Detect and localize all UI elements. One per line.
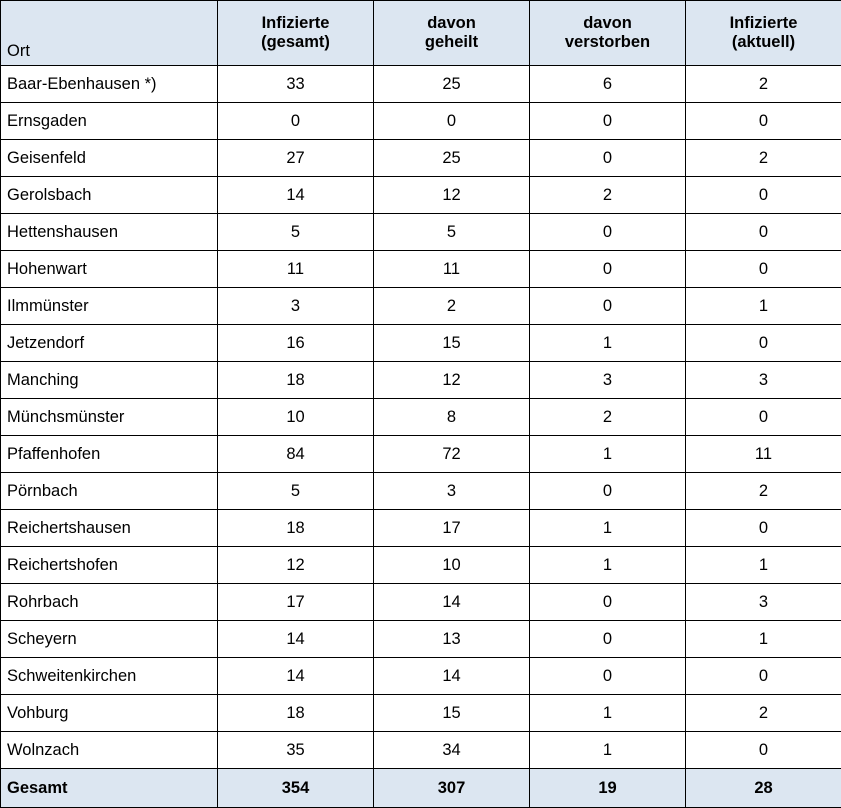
cell-geheilt: 14 (374, 658, 530, 695)
cell-verstorben: 2 (530, 177, 686, 214)
cell-gesamt: 14 (218, 658, 374, 695)
cell-verstorben: 0 (530, 584, 686, 621)
cell-aktuell: 0 (686, 251, 841, 288)
cell-verstorben: 1 (530, 436, 686, 473)
cell-aktuell: 1 (686, 288, 841, 325)
cell-geheilt: 25 (374, 66, 530, 103)
cell-geheilt: 3 (374, 473, 530, 510)
cell-ort: Baar-Ebenhausen *) (1, 66, 218, 103)
cell-ort: Ernsgaden (1, 103, 218, 140)
cell-geheilt: 14 (374, 584, 530, 621)
cell-aktuell: 0 (686, 177, 841, 214)
cell-geheilt: 34 (374, 732, 530, 769)
cell-geheilt: 15 (374, 695, 530, 732)
cell-aktuell: 0 (686, 399, 841, 436)
cell-verstorben: 2 (530, 399, 686, 436)
column-header-infizierte-gesamt-line-2: (gesamt) (218, 33, 373, 52)
cell-geheilt: 17 (374, 510, 530, 547)
cell-gesamt: 35 (218, 732, 374, 769)
cell-aktuell: 2 (686, 473, 841, 510)
cell-geheilt: 15 (374, 325, 530, 362)
cell-geheilt: 5 (374, 214, 530, 251)
cell-ort: Wolnzach (1, 732, 218, 769)
cell-aktuell: 0 (686, 214, 841, 251)
cell-verstorben: 0 (530, 140, 686, 177)
cell-geheilt: 8 (374, 399, 530, 436)
cell-gesamt: 3 (218, 288, 374, 325)
column-header-davon-geheilt-line-2: geheilt (374, 33, 529, 52)
cell-verstorben: 3 (530, 362, 686, 399)
table-header (1, 1, 841, 66)
cell-ort: Reichertshausen (1, 510, 218, 547)
cell-aktuell: 11 (686, 436, 841, 473)
column-header-ort (1, 1, 218, 66)
cell-verstorben: 0 (530, 103, 686, 140)
cell-total-gesamt: 354 (218, 769, 374, 808)
cell-ort: Hettenshausen (1, 214, 218, 251)
cell-aktuell: 3 (686, 584, 841, 621)
cell-ort: Scheyern (1, 621, 218, 658)
cell-aktuell: 0 (686, 510, 841, 547)
table-row (1, 436, 841, 473)
cell-gesamt: 18 (218, 695, 374, 732)
cell-ort: Manching (1, 362, 218, 399)
cell-verstorben: 1 (530, 325, 686, 362)
cell-aktuell: 0 (686, 658, 841, 695)
cell-verstorben: 0 (530, 658, 686, 695)
column-header-infizierte-aktuell-line-1: Infizierte (686, 14, 841, 33)
cell-ort: Jetzendorf (1, 325, 218, 362)
cell-total-geheilt: 307 (374, 769, 530, 808)
cell-aktuell: 2 (686, 140, 841, 177)
cell-geheilt: 12 (374, 177, 530, 214)
table-row (1, 658, 841, 695)
column-header-davon-geheilt-line-1: davon (374, 14, 529, 33)
column-header-ort-line-1: Ort (7, 42, 217, 61)
cell-ort: Reichertshofen (1, 547, 218, 584)
cell-gesamt: 5 (218, 214, 374, 251)
cell-ort: Münchsmünster (1, 399, 218, 436)
table-header-row (1, 1, 841, 66)
cell-geheilt: 12 (374, 362, 530, 399)
cell-gesamt: 17 (218, 584, 374, 621)
cell-aktuell: 2 (686, 66, 841, 103)
cell-verstorben: 0 (530, 473, 686, 510)
cell-gesamt: 18 (218, 362, 374, 399)
table-row (1, 140, 841, 177)
cell-gesamt: 84 (218, 436, 374, 473)
table-row (1, 473, 841, 510)
column-header-infizierte-aktuell (686, 1, 841, 66)
cell-gesamt: 14 (218, 621, 374, 658)
cell-verstorben: 1 (530, 547, 686, 584)
cell-geheilt: 2 (374, 288, 530, 325)
table-row (1, 510, 841, 547)
cell-ort: Rohrbach (1, 584, 218, 621)
table-row (1, 399, 841, 436)
cell-gesamt: 11 (218, 251, 374, 288)
column-header-infizierte-aktuell-line-2: (aktuell) (686, 33, 841, 52)
column-header-infizierte-gesamt (218, 1, 374, 66)
cell-gesamt: 18 (218, 510, 374, 547)
cell-aktuell: 1 (686, 621, 841, 658)
cell-ort: Geisenfeld (1, 140, 218, 177)
cell-gesamt: 10 (218, 399, 374, 436)
cell-aktuell: 0 (686, 103, 841, 140)
cell-ort: Vohburg (1, 695, 218, 732)
table-row (1, 621, 841, 658)
cell-gesamt: 5 (218, 473, 374, 510)
cell-total-label: Gesamt (1, 769, 218, 808)
table-row (1, 66, 841, 103)
cell-aktuell: 0 (686, 325, 841, 362)
table-total-row (1, 769, 841, 808)
cell-verstorben: 1 (530, 695, 686, 732)
cell-gesamt: 27 (218, 140, 374, 177)
cell-gesamt: 12 (218, 547, 374, 584)
table-row (1, 547, 841, 584)
cell-verstorben: 0 (530, 621, 686, 658)
cell-geheilt: 72 (374, 436, 530, 473)
table-row (1, 325, 841, 362)
cell-geheilt: 10 (374, 547, 530, 584)
cell-ort: Pörnbach (1, 473, 218, 510)
cell-ort: Pfaffenhofen (1, 436, 218, 473)
table-row (1, 177, 841, 214)
cell-verstorben: 1 (530, 732, 686, 769)
cell-aktuell: 0 (686, 732, 841, 769)
cell-gesamt: 14 (218, 177, 374, 214)
table-row (1, 103, 841, 140)
cell-geheilt: 0 (374, 103, 530, 140)
table-row (1, 362, 841, 399)
column-header-davon-verstorben-line-2: verstorben (530, 33, 685, 52)
cell-geheilt: 25 (374, 140, 530, 177)
column-header-infizierte-gesamt-line-1: Infizierte (218, 14, 373, 33)
table-row (1, 695, 841, 732)
cell-ort: Gerolsbach (1, 177, 218, 214)
cell-geheilt: 11 (374, 251, 530, 288)
cell-gesamt: 16 (218, 325, 374, 362)
cell-aktuell: 1 (686, 547, 841, 584)
table-row (1, 584, 841, 621)
column-header-davon-verstorben-line-1: davon (530, 14, 685, 33)
cell-geheilt: 13 (374, 621, 530, 658)
table-row (1, 732, 841, 769)
cell-ort: Ilmmünster (1, 288, 218, 325)
cell-verstorben: 0 (530, 214, 686, 251)
table-row (1, 288, 841, 325)
cell-total-aktuell: 28 (686, 769, 841, 808)
cell-gesamt: 33 (218, 66, 374, 103)
cell-ort: Schweitenkirchen (1, 658, 218, 695)
cell-verstorben: 0 (530, 251, 686, 288)
cell-aktuell: 2 (686, 695, 841, 732)
cell-gesamt: 0 (218, 103, 374, 140)
cell-verstorben: 6 (530, 66, 686, 103)
cell-total-verstorben: 19 (530, 769, 686, 808)
cell-aktuell: 3 (686, 362, 841, 399)
table-row (1, 214, 841, 251)
cell-verstorben: 1 (530, 510, 686, 547)
cell-ort: Hohenwart (1, 251, 218, 288)
column-header-davon-geheilt (374, 1, 530, 66)
table-body (1, 66, 841, 808)
table-row (1, 251, 841, 288)
cell-verstorben: 0 (530, 288, 686, 325)
column-header-davon-verstorben (530, 1, 686, 66)
